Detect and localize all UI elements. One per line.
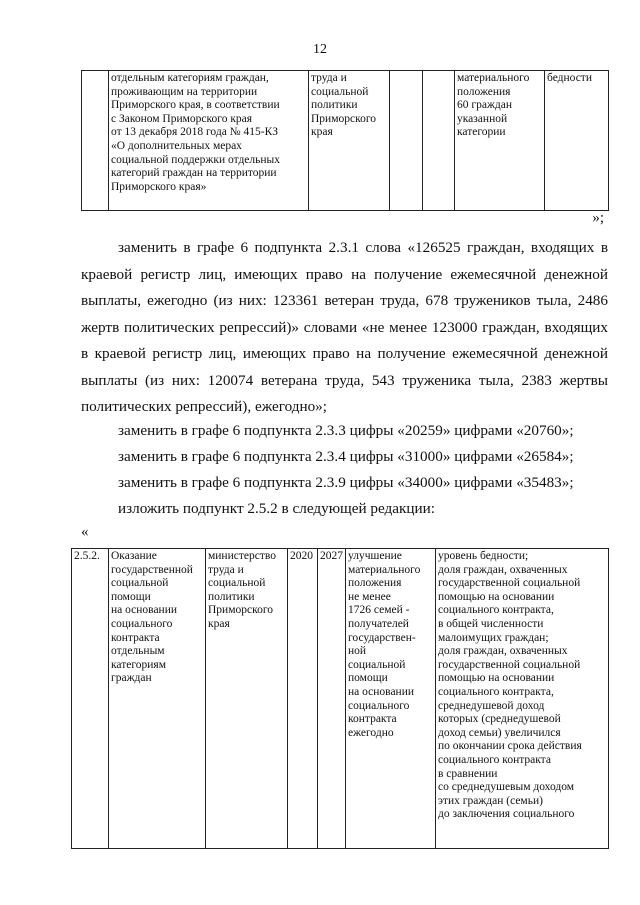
- table-cell-start-year: [390, 71, 423, 211]
- paragraph-replace-2-3-1: заменить в графе 6 подпункта 2.3.1 слова «126525 граждан, входящих в краевой регистр лиц, имеющих право на получение ежемесячной денежной выплаты, ежегодно (из них: 123361 ветеран труда, 678 тружеников тыла, 2486 жертв политических репрессий)» словами «не менее 123000 граждан, входящих в краевой регистр лиц, имеющих право на получение ежемесячной денежной выплаты (из них: 120074 ветерана труда, 543 труженика тыла, 2383 жертвы политических репрессий), ежегодно»;: [81, 239, 608, 415]
- opening-quote: «: [81, 524, 89, 540]
- table-new-edition: [71, 548, 609, 849]
- table-row: [72, 549, 609, 849]
- table-cell-event-name: отдельным категориям граждан, проживающим на территории Приморского края, в соответствии с Законом Приморского края от 13 декабря 2018 года № 415-КЗ «О дополнительных мерах социальной поддержки отдельных категорий граждан на территории Приморского края»: [109, 71, 309, 211]
- table-cell-result: материального положения 60 граждан указанной категории: [455, 71, 545, 211]
- paragraph-new-edition-2-5-2: изложить подпункт 2.5.2 в следующей редакции:: [118, 500, 435, 517]
- table-cell-end-year: [423, 71, 455, 211]
- closing-quote: »;: [592, 210, 604, 226]
- table-cell-executor: министерство труда и социальной политики Приморского края: [206, 549, 288, 849]
- paragraph-replace-2-3-3: заменить в графе 6 подпункта 2.3.3 цифры «20259» цифрами «20760»;: [118, 422, 574, 439]
- table-cell-number: [82, 71, 109, 211]
- table-row: [82, 71, 609, 211]
- table-cell-indicator: бедности: [545, 71, 609, 211]
- table-cell-indicators: уровень бедности; доля граждан, охваченных государственной социальной помощью на основании социального контракта, в общей численности малоимущих граждан; доля граждан, охваченных государственной социальной помощью на основании социального контракта, среднедушевой доход которых (среднедушевой доход семьи) увеличился по окончании срока действия социального контракта в сравнении со среднедушевым доходом этих граждан (семьи) до заключения социального: [436, 549, 609, 849]
- table-continuation: [81, 70, 609, 211]
- page-number: 12: [313, 42, 327, 57]
- table-cell-event-name: Оказание государственной социальной помощи на основании социального контракта отдельным категориям граждан: [109, 549, 206, 849]
- table-cell-start-year: 2020: [288, 549, 318, 849]
- table-cell-result: улучшение материального положения не менее 1726 семей - получателей государствен- ной социальной помощи на основании социального контракта ежегодно: [346, 549, 436, 849]
- paragraph-replace-2-3-4: заменить в графе 6 подпункта 2.3.4 цифры «31000» цифрами «26584»;: [118, 448, 574, 465]
- table-cell-executor: труда и социальной политики Приморского края: [309, 71, 390, 211]
- table-cell-number: 2.5.2.: [72, 549, 109, 849]
- table-cell-end-year: 2027: [318, 549, 346, 849]
- paragraph-replace-2-3-9: заменить в графе 6 подпункта 2.3.9 цифры «34000» цифрами «35483»;: [118, 474, 574, 491]
